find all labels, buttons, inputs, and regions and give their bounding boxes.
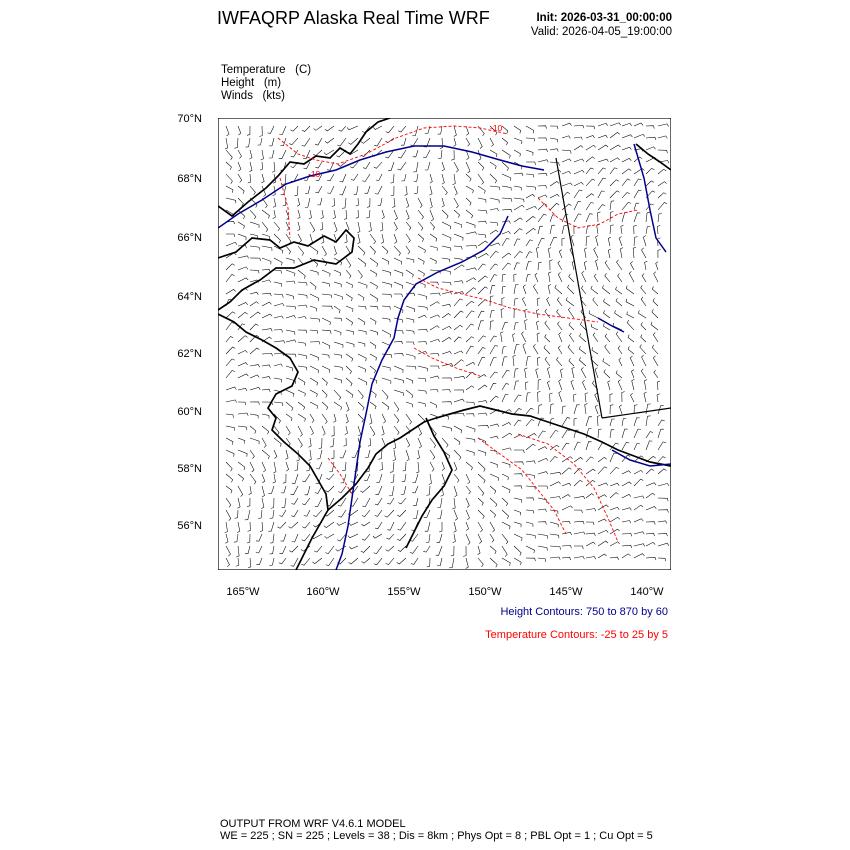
variable-height	[221, 77, 281, 89]
variable-winds	[221, 90, 285, 102]
lat-label-58: 58°N	[177, 463, 202, 475]
lon-label-165: 165°W	[226, 586, 260, 598]
lon-label-150: 150°W	[468, 586, 502, 598]
lon-label-140: 140°W	[630, 586, 664, 598]
lat-label-62: 62°N	[177, 348, 202, 360]
lon-label-145: 145°W	[549, 586, 583, 598]
lat-label-68: 68°N	[177, 173, 202, 185]
valid-time: Valid: 2026-04-05_19:00:00	[530, 26, 672, 38]
variable-name: Temperature	[221, 64, 286, 76]
variable-name: Winds	[221, 90, 253, 102]
variable-unit: (kts)	[262, 90, 285, 102]
temperature-contours-legend: Temperature Contours: -25 to 25 by 5	[485, 629, 668, 641]
map-background	[218, 118, 671, 570]
lat-label-70: 70°N	[177, 113, 202, 125]
lat-label-56: 56°N	[177, 520, 202, 532]
model-footer-line1: OUTPUT FROM WRF V4.6.1 MODEL	[220, 818, 406, 830]
model-footer-line2: WE = 225 ; SN = 225 ; Levels = 38 ; Dis = 8km ; Phys Opt = 8 ; PBL Opt = 1 ; Cu Opt = 5	[220, 830, 653, 842]
lon-label-155: 155°W	[387, 586, 421, 598]
variable-unit: (C)	[295, 64, 312, 76]
init-time: Init: 2026-03-31_00:00:00	[536, 12, 672, 24]
lon-label-160: 160°W	[306, 586, 340, 598]
lat-label-66: 66°N	[177, 232, 202, 244]
lat-label-64: 64°N	[177, 291, 202, 303]
variable-name: Height	[221, 77, 255, 89]
variable-temperature	[221, 64, 311, 76]
variable-unit: (m)	[263, 77, 282, 89]
lat-label-60: 60°N	[177, 406, 202, 418]
contour-label: -10	[308, 169, 321, 179]
height-contours-legend: Height Contours: 750 to 870 by 60	[500, 606, 668, 618]
map-panel	[218, 118, 671, 570]
plot-title: IWFAQRP Alaska Real Time WRF	[217, 8, 490, 28]
contour-label: -10	[490, 123, 503, 133]
